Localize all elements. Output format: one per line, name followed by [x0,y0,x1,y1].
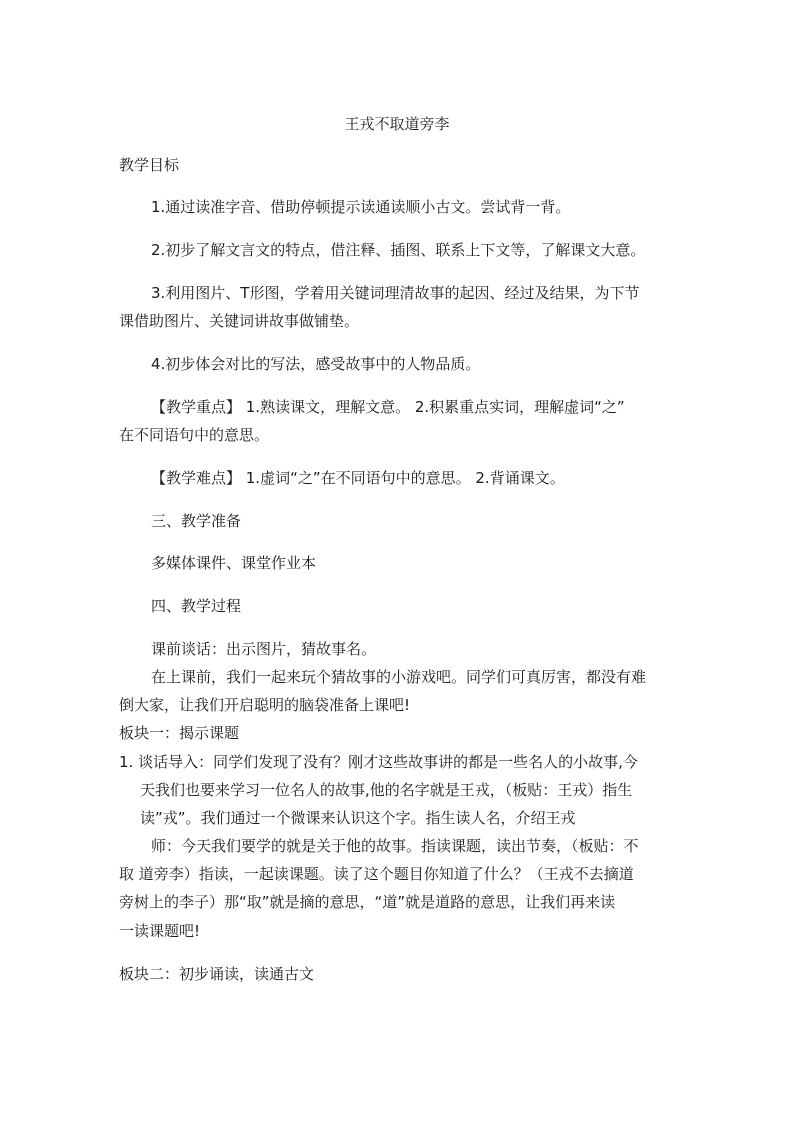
key-points-line-1: 【教学重点】 1.熟读课文，理解文意。 2.积累重点实词，理解虚词“之” [151,398,625,416]
block-1-heading: 板块一：揭示课题 [119,724,240,742]
key-points-line-2: 在不同语句中的意思。 [119,426,270,444]
goal-4: 4.初步体会对比的写法，感受故事中的人物品质。 [151,355,481,373]
intro-line-3: 读”戎”。我们通过一个微课来认识这个字。指生读人名，介绍王戎 [140,809,576,827]
process-heading: 四、教学过程 [151,597,242,615]
teacher-line-2: 取 道旁李）指读，一起读课题。读了这个题目你知道了什么？（王戎不去摘道 [119,865,634,883]
teacher-line-4: 一读课题吧! [119,922,201,940]
intro-line-1: 1. 谈话导入：同学们发现了没有？刚才这些故事讲的都是一些名人的小故事,今 [119,753,638,771]
difficulties: 【教学难点】 1.虚词“之”在不同语句中的意思。 2.背诵课文。 [151,469,565,487]
goal-3-line-2: 课借助图片、关键词讲故事做铺垫。 [119,312,360,330]
prep-content: 多媒体课件、课堂作业本 [151,554,317,572]
block-2-heading: 板块二：初步诵读，读通古文 [119,965,315,983]
goal-1: 1.通过读准字音、借助停顿提示读通读顺小古文。尝试背一背。 [151,198,571,216]
prep-heading: 三、教学准备 [151,512,242,530]
goal-3-line-1: 3.利用图片、T形图，学着用关键词理清故事的起因、经过及结果，为下节 [151,284,640,302]
pre-class-line-1: 在上课前，我们一起来玩个猜故事的小游戏吧。同学们可真厉害，都没有难 [151,668,647,686]
intro-line-2: 天我们也要来学习一位名人的故事,他的名字就是王戎，（板贴：王戎）指生 [140,781,633,799]
pre-class-line-2: 倒大家，让我们开启聪明的脑袋准备上课吧! [119,696,411,714]
teacher-line-3: 旁树上的李子）那“取”就是摘的意思，“道”就是道路的意思，让我们再来读 [119,893,616,911]
goals-heading: 教学目标 [119,156,180,174]
document-title: 王戎不取道旁李 [344,115,450,133]
teacher-line-1: 师：今天我们要学的就是关于他的故事。指读课题，读出节奏，（板贴：不 [151,837,639,855]
pre-class-talk: 课前谈话：出示图片，猜故事名。 [151,640,377,658]
goal-2: 2.初步了解文言文的特点，借注释、插图、联系上下文等，了解课文大意。 [151,241,646,259]
